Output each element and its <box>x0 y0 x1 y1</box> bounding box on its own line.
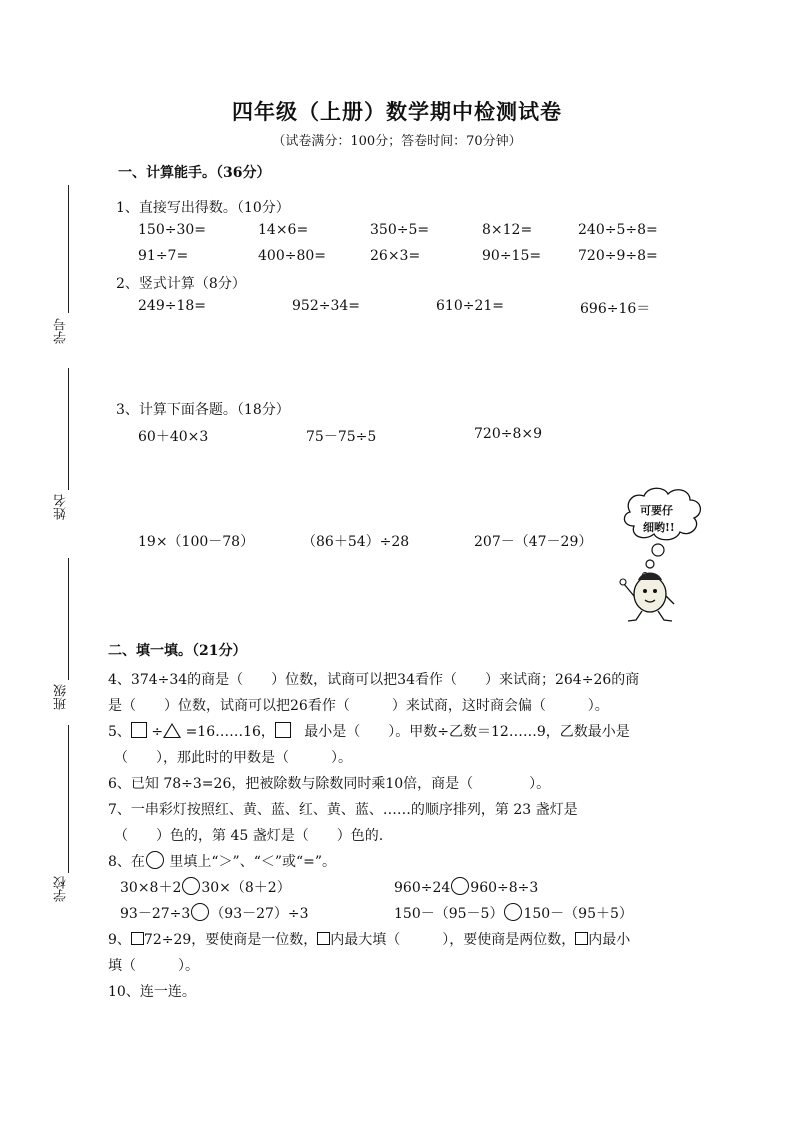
q3-item: 19×（100－78） <box>138 534 255 550</box>
q8-title-b: 里填上“＞”、“＜”或“=”。 <box>169 854 337 870</box>
q4-line-2: 是（ ）位数，试商可以把26看作（ ）来试商，这时商会偏（ ）。 <box>108 698 609 714</box>
binding-line-4 <box>68 725 69 873</box>
circle-placeholder-icon <box>191 903 209 921</box>
q9-c: 内最大填（ ），要使商是两位数， <box>330 932 576 948</box>
page-title: 四年级（上册）数学期中检测试卷 <box>232 99 562 124</box>
q1-item: 350÷5= <box>370 222 430 238</box>
q8-compare-3 <box>120 903 309 923</box>
circle-placeholder-icon <box>504 903 522 921</box>
bubble-text-2: 细哟!! <box>643 521 675 534</box>
q9-b: 72÷29，要使商是一位数， <box>143 932 318 948</box>
compare-right: 150－（95＋5） <box>523 906 633 922</box>
q1-item: 91÷7= <box>138 248 189 264</box>
q5-prefix: 5、 <box>108 724 131 740</box>
q1-item: 8×12= <box>482 222 533 238</box>
compare-left: 30×8＋2 <box>120 880 182 896</box>
square-placeholder-icon <box>275 722 291 738</box>
q9-d: 内最小 <box>588 932 631 948</box>
small-square-icon <box>131 932 144 945</box>
q3-title: 3、计算下面各题。（18分） <box>116 402 290 418</box>
q6-line: 6、已知 78÷3=26，把被除数与除数同时乘10倍，商是（ ）。 <box>108 776 551 792</box>
q8-title-a: 8、在 <box>108 854 145 870</box>
q2-item: 696÷16＝ <box>580 301 651 317</box>
q5-mid: =16……16， <box>185 724 275 740</box>
q1-item: 150÷30= <box>138 222 206 238</box>
q5-rest: 最小是（ ）。甲数÷乙数＝12……9，乙数最小是 <box>304 724 630 740</box>
q7-line-2: （ ）色的，第 45 盏灯是（ ）色的. <box>114 828 384 844</box>
binding-label-name: 姓名 <box>54 494 69 520</box>
q8-title <box>108 851 336 871</box>
small-square-icon <box>575 932 588 945</box>
circle-placeholder-icon <box>146 851 164 869</box>
binding-label-student-id: 学号 <box>54 318 69 344</box>
page-subtitle: （试卷满分：100分；答卷时间：70分钟） <box>272 134 522 149</box>
q8-compare-2 <box>394 877 538 896</box>
binding-label-class: 班级 <box>54 684 69 710</box>
q5-line-2: （ ），那此时的甲数是（ ）。 <box>114 750 352 766</box>
q8-compare-4 <box>394 903 633 923</box>
q1-item: 90÷15= <box>482 248 542 264</box>
q1-item: 720÷9÷8= <box>578 248 658 264</box>
q1-item: 240÷5÷8= <box>578 222 658 238</box>
q5-div: ÷ <box>151 724 164 740</box>
compare-right: 960÷8÷3 <box>470 880 539 896</box>
q3-item: （86＋54）÷28 <box>302 534 410 550</box>
circle-placeholder-icon <box>182 877 200 895</box>
q2-item: 249÷18= <box>138 298 206 314</box>
q3-item: 60＋40×3 <box>138 429 209 445</box>
q3-item: 720÷8×9 <box>474 426 542 442</box>
q3-item: 75－75÷5 <box>306 429 377 445</box>
compare-left: 960÷24 <box>394 880 451 896</box>
compare-left: 93－27÷3 <box>120 906 191 922</box>
q1-item: 400÷80= <box>258 248 326 264</box>
circle-placeholder-icon <box>451 877 469 895</box>
compare-left: 150－（95－5） <box>394 906 504 922</box>
q8-compare-1 <box>120 877 291 897</box>
binding-label-school: 学校 <box>54 876 69 902</box>
q1-item: 26×3= <box>370 248 421 264</box>
q9-line-2: 填（ ）。 <box>108 958 199 974</box>
section-2-title: 二、填一填。（21分） <box>108 643 247 659</box>
q10-line: 10、连一连。 <box>108 984 196 1000</box>
q1-title: 1、直接写出得数。（10分） <box>116 200 290 216</box>
q7-line-1: 7、一串彩灯按照红、黄、蓝、红、黄、蓝、……的顺序排列，第 23 盏灯是 <box>108 802 578 818</box>
q2-title: 2、竖式计算（8分） <box>116 276 246 292</box>
compare-right: 30×（8＋2） <box>201 880 291 896</box>
q2-item: 952÷34= <box>292 298 360 314</box>
q2-item: 610÷21= <box>436 298 504 314</box>
compare-right: （93－27）÷3 <box>210 906 309 922</box>
binding-line-2 <box>68 368 69 490</box>
bubble-text-1: 可要仔 <box>640 504 673 517</box>
small-square-icon <box>317 932 330 945</box>
q1-item: 14×6= <box>258 222 309 238</box>
triangle-placeholder-icon <box>163 723 181 738</box>
q9-line-1 <box>108 929 630 949</box>
binding-line-3 <box>68 558 69 680</box>
q3-item: 207－（47－29） <box>474 534 593 550</box>
q5-line-1 <box>108 721 630 741</box>
square-placeholder-icon <box>131 722 147 738</box>
section-1-title: 一、计算能手。（36分） <box>118 165 271 181</box>
cartoon-figure-icon <box>618 566 680 624</box>
q9-a: 9、 <box>108 932 131 948</box>
q4-line-1: 4、374÷34的商是（ ）位数，试商可以把34看作（ ）来试商；264÷26的商 <box>108 672 640 688</box>
binding-line-1 <box>68 185 69 313</box>
